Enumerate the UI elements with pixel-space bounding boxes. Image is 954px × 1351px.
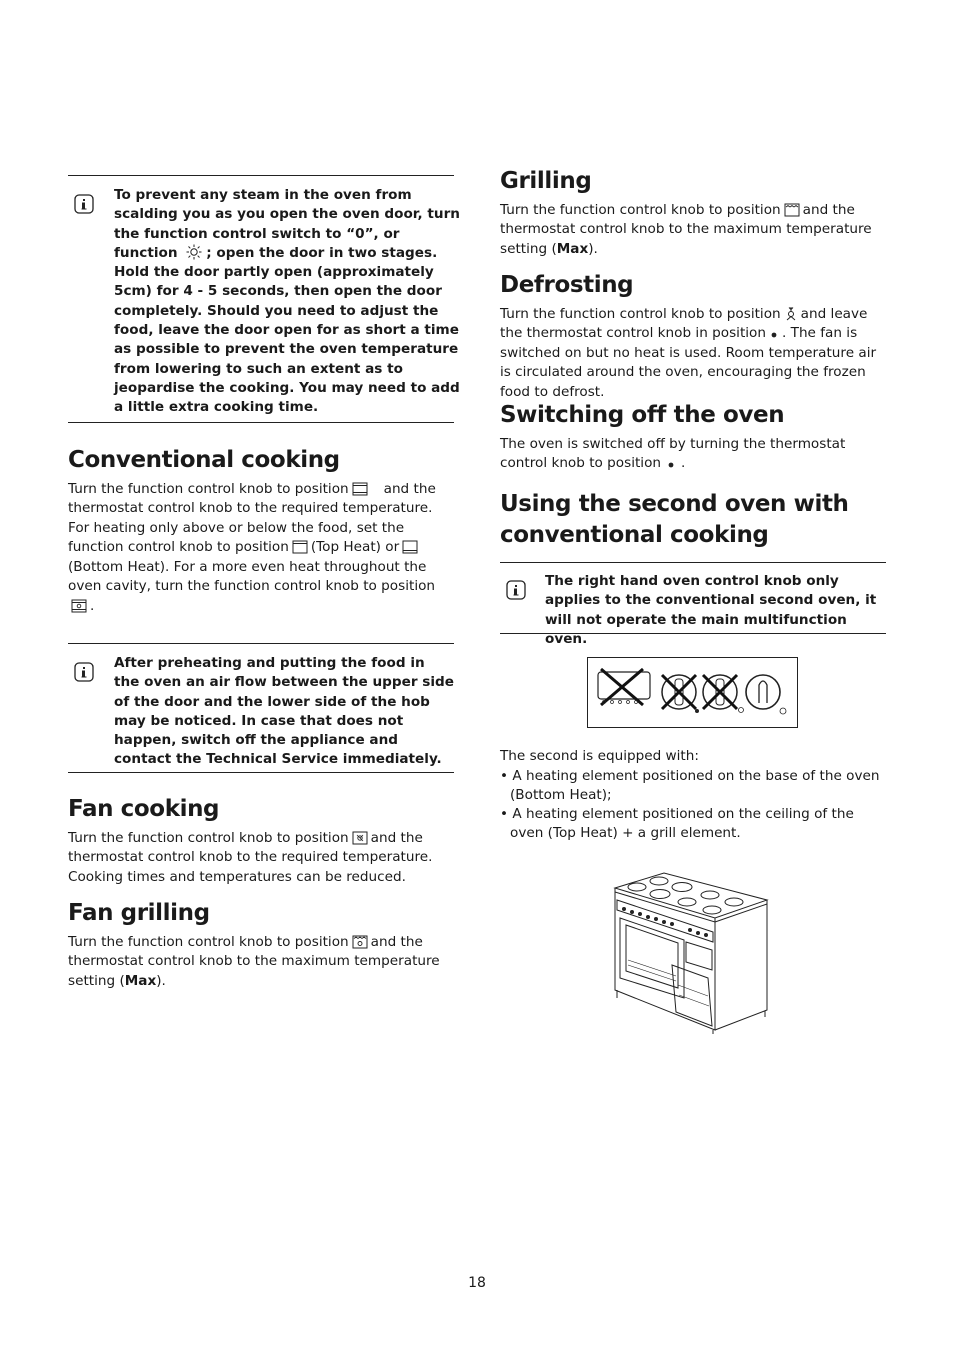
second-oven-description — [500, 747, 888, 844]
bottom-heat-icon — [402, 540, 418, 554]
grilling-text: Turn the function control knob to position and the thermostat control knob to the maximum temperature setting (Max). — [500, 201, 872, 257]
fan-grill-icon — [352, 935, 368, 949]
fan-grilling-text: Turn the function control knob to position and the thermostat control knob to the maximum temperature setting (Max). — [68, 933, 440, 989]
airflow-warning-note — [68, 643, 454, 773]
info-icon — [74, 194, 94, 214]
grilling-heading: Grilling — [500, 168, 592, 194]
switching-off-text: The oven is switched off by turning the thermostat control knob to position . — [500, 435, 846, 472]
list-item: • A heating element positioned on the ceiling of the oven (Top Heat) + a grill element. — [500, 806, 854, 842]
light-bulb-icon — [185, 244, 203, 260]
conventional-cooking-text: Turn the function control knob to position and the thermostat control knob to the required temperature. For heating only above or below the food, set the function control knob to position (Top Heat) or(Bottom Heat). For a more even heat throughout the oven cavity, turn the function control knob to position. — [68, 480, 436, 614]
list-item: • A heating element positioned on the base of the oven (Bottom Heat); — [500, 767, 880, 803]
airflow-note-text: After preheating and putting the food in the oven an air flow between the upper side of the door and the lower side of the hob may be noticed. In case that does not happen, switch off the appliance and contact the Technical Service immediately. — [114, 655, 454, 768]
defrosting-heading: Defrosting — [500, 272, 634, 298]
second-oven-section — [500, 489, 888, 556]
switching-off-heading: Switching off the oven — [500, 402, 785, 428]
fan-grilling-heading: Fan grilling — [68, 900, 210, 926]
conventional-cooking-section — [68, 447, 454, 616]
second-oven-intro: The second is equipped with: — [500, 748, 699, 764]
conventional-icon — [352, 482, 368, 496]
steam-warning-note — [68, 175, 460, 423]
control-panel-diagram — [587, 657, 798, 728]
switching-off-section — [500, 402, 888, 474]
second-oven-features-list — [500, 767, 888, 844]
defrosting-section — [500, 272, 888, 402]
fan-icon — [352, 831, 368, 845]
info-icon — [74, 662, 94, 682]
top-heat-icon — [292, 540, 308, 554]
grilling-section — [500, 168, 888, 259]
steam-note-text-1: To prevent any steam in the oven from scalding you as you open the oven door, turn the function control switch to “0”, or function — [114, 187, 460, 261]
second-oven-heading: Using the second oven with conventional cooking — [500, 491, 849, 548]
fan-grilling-section — [68, 900, 454, 991]
grill-icon — [784, 203, 800, 217]
defrosting-text: Turn the function control knob to position and leave the thermostat control knob in position . The fan is switched on but no heat is used. Room temperature air is circulated around the oven, encouraging the frozen food to defrost. — [500, 305, 877, 400]
fan-cooking-section — [68, 796, 454, 887]
fan-cooking-heading: Fan cooking — [68, 796, 220, 822]
zero-position-dot-icon — [664, 460, 678, 470]
page-number: 18 — [468, 1275, 486, 1291]
steam-note-text-2: ; open the door in two stages. Hold the door partly open (approximately 5cm) for 4 - 5 seconds, then open the door completely. Should you need to adjust the food, leave the door open for as short a time as possible to prevent the oven temperature from lowering to such an extent as to jeopardise the cooking. You may need to add a little extra cooking time. — [114, 244, 460, 416]
second-oven-note-text: The right hand oven control knob only applies to the conventional second oven, it will not operate the main multifunction oven. — [545, 573, 877, 647]
defrost-icon — [784, 305, 798, 321]
conventional-cooking-heading: Conventional cooking — [68, 447, 340, 473]
second-oven-note — [500, 562, 886, 647]
fan-assisted-icon — [71, 599, 87, 613]
range-cooker-illustration — [612, 870, 770, 1035]
zero-position-dot-icon — [769, 330, 779, 340]
fan-cooking-text: Turn the function control knob to position and the thermostat control knob to the required temperature. Cooking times and temperatures can be reduced. — [68, 829, 433, 885]
info-icon — [506, 580, 526, 600]
